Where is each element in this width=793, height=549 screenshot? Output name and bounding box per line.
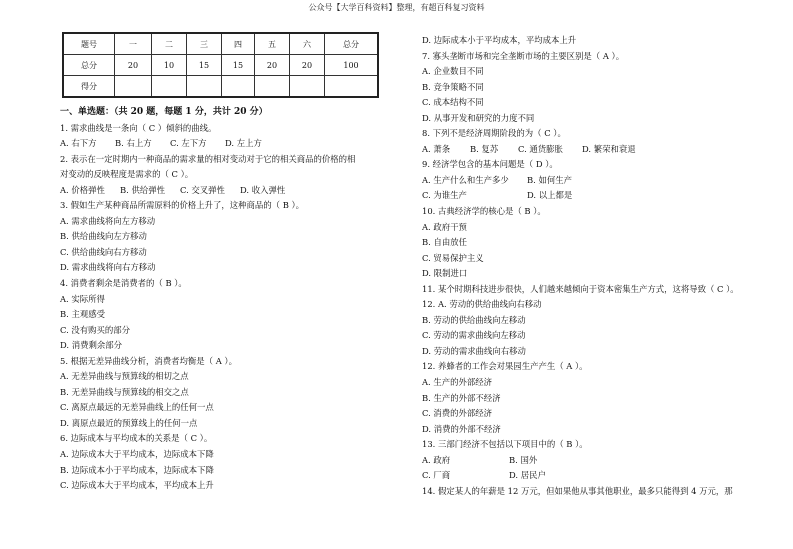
score-cell: 题号: [63, 33, 115, 55]
text-line: [422, 344, 739, 360]
left-column: [60, 105, 355, 494]
score-cell: 总分: [63, 55, 115, 76]
option-text: C. 为谁生产: [422, 190, 467, 201]
text-line: [60, 121, 355, 137]
text-line: [60, 245, 355, 261]
text-line: [60, 307, 355, 323]
line-text: B. 边际成本小于平均成本，边际成本下降: [60, 464, 214, 475]
line-text: D. 从事开发和研究的力度不同: [422, 112, 535, 123]
score-cell: 10: [152, 55, 187, 76]
text-line: [60, 354, 355, 370]
line-text: D. 消费的外部不经济: [422, 423, 501, 434]
line-text: C. 供给曲线向右方移动: [60, 246, 147, 257]
text-line: [422, 453, 739, 469]
line-text: D. 离原点最近的预算线上的任何一点: [60, 417, 198, 428]
line-text: 3. 假如生产某种商品所需原料的价格上升了，这种商品的（ B ）。: [60, 200, 305, 211]
score-cell: 20: [115, 55, 152, 76]
option-text: C. 左下方: [170, 138, 207, 149]
line-text: C. 离原点最远的无差异曲线上的任何一点: [60, 402, 214, 413]
text-line: [60, 463, 355, 479]
score-cell: [290, 76, 325, 98]
option-text: B. 国外: [509, 454, 538, 465]
score-cell: 四: [222, 33, 255, 55]
score-row: [63, 76, 378, 98]
line-text: A. 企业数目不同: [422, 66, 484, 77]
option-text: A. 政府: [422, 454, 451, 465]
text-line: [60, 214, 355, 230]
text-line: [422, 297, 739, 313]
score-cell: 六: [290, 33, 325, 55]
option-text: D. 以上都是: [527, 190, 573, 201]
line-text: C. 边际成本大于平均成本，平均成本上升: [60, 480, 214, 491]
text-line: [60, 292, 355, 308]
score-cell: [325, 76, 379, 98]
line-text: 12. A. 劳动的供给曲线向右移动: [422, 299, 542, 310]
text-line: [422, 375, 739, 391]
text-line: [60, 152, 355, 168]
line-text: C. 劳动的需求曲线向左移动: [422, 330, 526, 341]
text-line: [422, 188, 739, 204]
option-text: B. 供给弹性: [120, 184, 165, 195]
text-line: [60, 183, 355, 199]
text-line: [60, 229, 355, 245]
line-text: C. 成本结构不同: [422, 97, 484, 108]
option-text: D. 收入弹性: [240, 184, 286, 195]
line-text: D. 劳动的需求曲线向右移动: [422, 345, 526, 356]
line-text: 13. 三部门经济不包括以下项目中的（ B ）。: [422, 439, 588, 450]
text-line: [422, 282, 739, 298]
score-cell: 15: [222, 55, 255, 76]
score-cell: 三: [187, 33, 222, 55]
text-line: [422, 33, 739, 49]
text-line: [422, 437, 739, 453]
text-line: [60, 478, 355, 494]
line-text: B. 自由放任: [422, 237, 467, 248]
text-line: [60, 260, 355, 276]
option-text: C. 厂商: [422, 470, 451, 481]
score-cell: 100: [325, 55, 379, 76]
score-cell: 得分: [63, 76, 115, 98]
option-text: A. 价格弹性: [60, 184, 105, 195]
line-text: 14. 假定某人的年薪是 12 万元，但如果他从事其他职业，最多只能得到 4 万元，那: [422, 485, 733, 496]
text-line: [422, 142, 739, 158]
score-row: [63, 55, 378, 76]
line-text: 7. 寡头垄断市场和完全垄断市场的主要区别是（ A ）。: [422, 50, 625, 61]
option-text: A. 右下方: [60, 138, 97, 149]
line-text: A. 无差异曲线与预算线的相切之点: [60, 371, 189, 382]
line-text: 8. 下列不是经济周期阶段的为（ C ）。: [422, 128, 566, 139]
line-text: B. 无差异曲线与预算线的相交之点: [60, 386, 189, 397]
option-text: C. 通货膨胀: [518, 143, 563, 154]
line-text: A. 生产的外部经济: [422, 377, 492, 388]
line-text: 对变动的反映程度是需求的（ C ）。: [60, 169, 194, 180]
text-line: [60, 276, 355, 292]
text-line: [422, 49, 739, 65]
option-text: D. 居民户: [509, 470, 546, 481]
text-line: [422, 95, 739, 111]
text-line: [422, 422, 739, 438]
score-cell: 一: [115, 33, 152, 55]
score-row: [63, 33, 378, 55]
text-line: [422, 313, 739, 329]
option-text: D. 繁荣和衰退: [582, 143, 636, 154]
section-heading: [60, 105, 355, 121]
line-text: D. 需求曲线将向右方移动: [60, 262, 156, 273]
line-text: A. 需求曲线将向左方移动: [60, 215, 156, 226]
line-text: 6. 边际成本与平均成本的关系是（ C ）。: [60, 433, 213, 444]
score-cell: [152, 76, 187, 98]
text-line: [422, 328, 739, 344]
line-text: 一、单选题：（共 20 题，每题 1 分，共计 20 分）: [60, 107, 268, 117]
line-text: 9. 经济学包含的基本问题是（ D ）。: [422, 159, 558, 170]
text-line: [422, 173, 739, 189]
text-line: [60, 385, 355, 401]
option-text: D. 左上方: [225, 138, 262, 149]
line-text: 2. 表示在一定时期内一种商品的需求量的相对变动对于它的相关商品的价格的相: [60, 153, 356, 164]
text-line: [60, 136, 355, 152]
text-line: [60, 198, 355, 214]
line-text: C. 消费的外部经济: [422, 408, 493, 419]
text-line: [422, 64, 739, 80]
line-text: D. 限制进口: [422, 268, 468, 279]
text-line: [422, 220, 739, 236]
line-text: B. 劳动的供给曲线向左移动: [422, 314, 526, 325]
score-cell: 五: [255, 33, 290, 55]
option-text: B. 复苏: [470, 143, 499, 154]
text-line: [60, 431, 355, 447]
text-line: [422, 251, 739, 267]
line-text: C. 贸易保护主义: [422, 252, 484, 263]
option-text: A. 萧条: [422, 143, 451, 154]
line-text: D. 边际成本小于平均成本，平均成本上升: [422, 35, 577, 45]
text-line: [422, 406, 739, 422]
line-text: C. 没有购买的部分: [60, 324, 131, 335]
score-cell: [222, 76, 255, 98]
line-text: A. 边际成本大于平均成本，边际成本下降: [60, 449, 214, 460]
line-text: B. 主观感受: [60, 309, 105, 320]
line-text: A. 政府干预: [422, 221, 467, 232]
right-column: [422, 33, 739, 499]
line-text: B. 生产的外部不经济: [422, 392, 501, 403]
line-text: 12. 养蜂者的工作会对果园生产产生（ A ）。: [422, 361, 588, 372]
option-text: A. 生产什么和生产多少: [422, 174, 509, 185]
score-table: [62, 32, 379, 98]
line-text: 4. 消费者剩余是消费者的（ B ）。: [60, 278, 187, 289]
score-cell: 20: [255, 55, 290, 76]
option-text: B. 如何生产: [527, 174, 572, 185]
text-line: [60, 400, 355, 416]
text-line: [422, 359, 739, 375]
score-cell: 20: [290, 55, 325, 76]
line-text: A. 实际所得: [60, 293, 105, 304]
score-cell: 二: [152, 33, 187, 55]
text-line: [60, 416, 355, 432]
line-text: 10. 古典经济学的核心是（ B ）。: [422, 206, 546, 217]
text-line: [422, 80, 739, 96]
text-line: [422, 157, 739, 173]
text-line: [60, 323, 355, 339]
line-text: B. 竞争策略不同: [422, 81, 484, 92]
line-text: B. 供给曲线向左方移动: [60, 231, 147, 242]
option-text: C. 交叉弹性: [180, 184, 225, 195]
line-text: 1. 需求曲线是一条向（ C ）倾斜的曲线。: [60, 122, 217, 133]
text-line: [422, 484, 739, 500]
text-line: [422, 126, 739, 142]
line-text: 5. 根据无差异曲线分析，消费者均衡是（ A ）。: [60, 355, 237, 366]
text-line: [422, 468, 739, 484]
text-line: [422, 111, 739, 127]
score-cell: 15: [187, 55, 222, 76]
text-line: [422, 266, 739, 282]
page-header: 公众号【大学百科资料】整理，有超百科复习资料: [308, 3, 485, 12]
text-line: [422, 204, 739, 220]
score-cell: [187, 76, 222, 98]
score-cell: [255, 76, 290, 98]
text-line: [422, 391, 739, 407]
text-line: [422, 235, 739, 251]
option-text: B. 右上方: [115, 138, 152, 149]
score-cell: 总分: [325, 33, 379, 55]
text-line: [60, 447, 355, 463]
text-line: [60, 338, 355, 354]
text-line: [60, 369, 355, 385]
score-cell: [115, 76, 152, 98]
line-text: D. 消费剩余部分: [60, 340, 122, 351]
line-text: 11. 某个时期科技进步很快，人们越来越倾向于资本密集生产方式，这将导致（ C ）。: [422, 283, 739, 294]
text-line: [60, 167, 355, 183]
